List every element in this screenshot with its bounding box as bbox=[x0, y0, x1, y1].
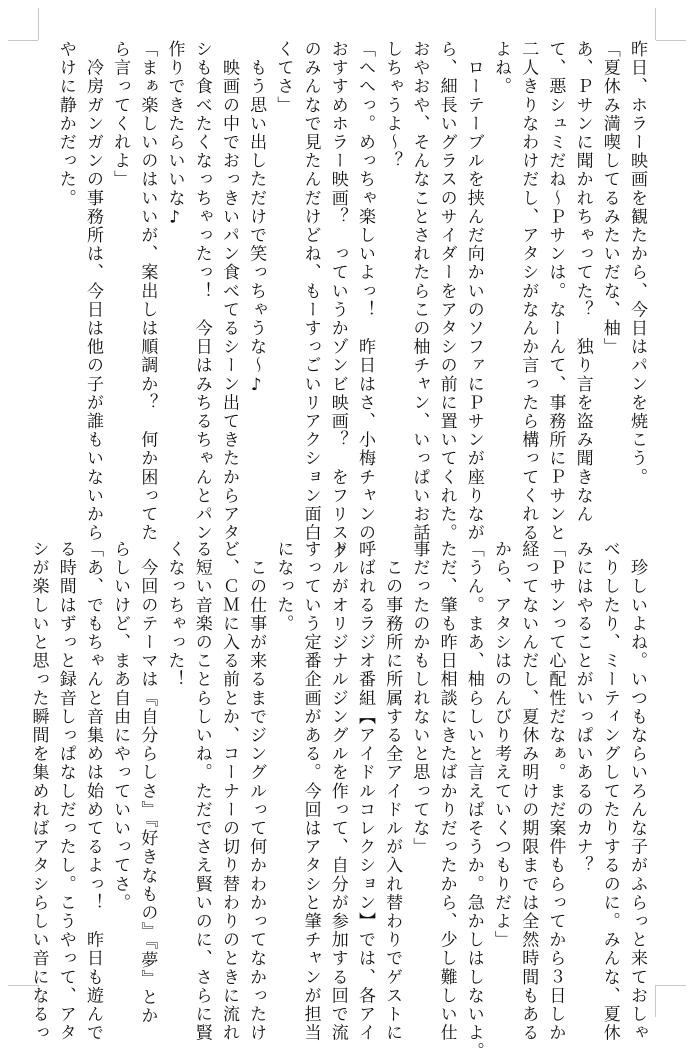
text-line: 珍しいよね。いつもならいろんな子がふらっと来ておしゃ bbox=[627, 540, 647, 1043]
text-line: この仕事が来るまでジングルって何かわかってなかったけ bbox=[246, 540, 267, 1043]
text-line: 「うん。まあ、柚らしいと言えばそうか。急かしはしないよ。 bbox=[463, 540, 484, 1061]
text-line: くてさ」 bbox=[273, 40, 294, 115]
text-line: おやおや、そんなことされたらこの柚チャン、いっぱいお話 bbox=[409, 40, 430, 543]
text-line: から、アタシはのんびり考えていくつもりだよ」 bbox=[490, 540, 511, 950]
crop-mark-top-left-h bbox=[8, 40, 38, 41]
text-line: シも食べたくなっちゃったっ！ 今日はみちるちゃんとパン bbox=[191, 40, 212, 543]
text-line: くなっちゃった！ bbox=[164, 540, 185, 689]
text-line: ローテーブルを挟んだ向かいのソファにＰサンが座りなが bbox=[463, 40, 484, 543]
text-line: 呼ばれるラジオ番組【アイドルコレクション】では、各アイ bbox=[354, 540, 375, 1043]
crop-mark-top-right-v bbox=[655, 8, 656, 40]
text-block-upper bbox=[38, 40, 650, 561]
text-line: 今回のテーマは『自分らしさ』『好きなもの』『夢』とか bbox=[137, 540, 158, 1026]
text-line: おすすめホラー映画？ っていうかゾンビ映画？ をフリスク bbox=[327, 40, 348, 561]
text-line: ドルがオリジナルジングルを作って、自分が参加する回で流 bbox=[327, 540, 348, 1043]
text-line: 映画の中でおっきいパン食べてるシーン出てきたからアタ bbox=[218, 40, 239, 543]
text-line: ど、ＣＭに入る前とか、コーナーの切り替わりのときに流れ bbox=[218, 540, 239, 1043]
text-line: て、悪シュミだね～Ｐサンは。なーんて、事務所にＰサンと bbox=[545, 40, 566, 543]
text-line: 事だったのかもしれないと思ってな」 bbox=[409, 540, 430, 857]
text-line: べりしたり、ミーティングしてたりするのに。みんな、夏休 bbox=[599, 540, 620, 1043]
text-line: 昨日、ホラー映画を観たから、今日はパンを焼こう。 bbox=[627, 40, 647, 487]
text-line: 「へへっ。めっちゃ楽しいよっ！ 昨日はさ、小梅チャンの bbox=[354, 40, 375, 543]
text-line: 「Ｐサンって心配性だなぁ。まだ案件もらってから３日しか bbox=[545, 540, 566, 1043]
text-line: る時間はずっと録音しっぱなしだったし。こうやって、アタ bbox=[55, 540, 76, 1043]
crop-mark-top-left-v bbox=[38, 8, 39, 40]
text-line: 「夏休み満喫してるみたいだな、柚」 bbox=[599, 40, 620, 357]
crop-mark-bottom-right-h bbox=[656, 985, 686, 986]
text-line: ら言ってくれよ」 bbox=[110, 40, 131, 189]
text-line: ただ、肇も昨日相談にきたばかりだったから、少し難しい仕 bbox=[436, 540, 457, 1043]
text-line: この事務所に所属する全アイドルが入れ替わりでゲストに bbox=[382, 540, 403, 1043]
text-line: よね。 bbox=[490, 40, 511, 96]
text-line: 経ってないんだし、夏休み明けの期限までは全然時間もある bbox=[518, 540, 539, 1043]
text-line: ら、細長いグラスのサイダーをアタシの前に置いてくれた。 bbox=[436, 40, 457, 543]
text-line: もう思い出しただけで笑っちゃうな～♪ bbox=[246, 40, 267, 397]
crop-mark-top-right-h bbox=[656, 40, 686, 41]
text-block-lower bbox=[28, 540, 650, 1061]
text-line: 「あ、でもちゃんと音集めは始めてるよっ！ 昨日も遊んで bbox=[82, 540, 103, 1043]
text-line: シが楽しいと思った瞬間を集めればアタシらしい音になるっ bbox=[28, 540, 49, 1043]
text-line: になった。 bbox=[273, 540, 294, 633]
text-line: あ、Ｐサンに聞かれちゃってた？ 独り言を盗み聞きなん bbox=[572, 40, 593, 524]
text-line: のみんなで見たんだけどね、もーすっごいリアクション面白 bbox=[300, 40, 321, 543]
text-line: らしいけど、まあ自由にやっていいってさ。 bbox=[110, 540, 131, 912]
crop-mark-bottom-right-v bbox=[655, 985, 656, 1017]
text-line: 二人きりなわけだし、アタシがなんか言ったら構ってくれる bbox=[518, 40, 539, 543]
text-line: やけに静かだった。 bbox=[55, 40, 76, 208]
text-line: 作りできたらいいな♪ bbox=[164, 40, 185, 229]
text-line: すっていう定番企画がある。今回はアタシと肇チャンが担当 bbox=[300, 540, 321, 1043]
text-line: しちゃうよ～？ bbox=[382, 40, 403, 171]
text-line: 「まぁ楽しいのはいいが、案出しは順調か？ 何か困ってた bbox=[137, 40, 158, 543]
text-line: みにはやることがいっぱいあるのカナ？ bbox=[572, 540, 593, 875]
text-line: 冷房ガンガンの事務所は、今日は他の子が誰もいないから bbox=[82, 40, 103, 543]
text-line: る短い音楽のことらしいね。ただでさえ賢いのに、さらに賢 bbox=[191, 540, 212, 1043]
